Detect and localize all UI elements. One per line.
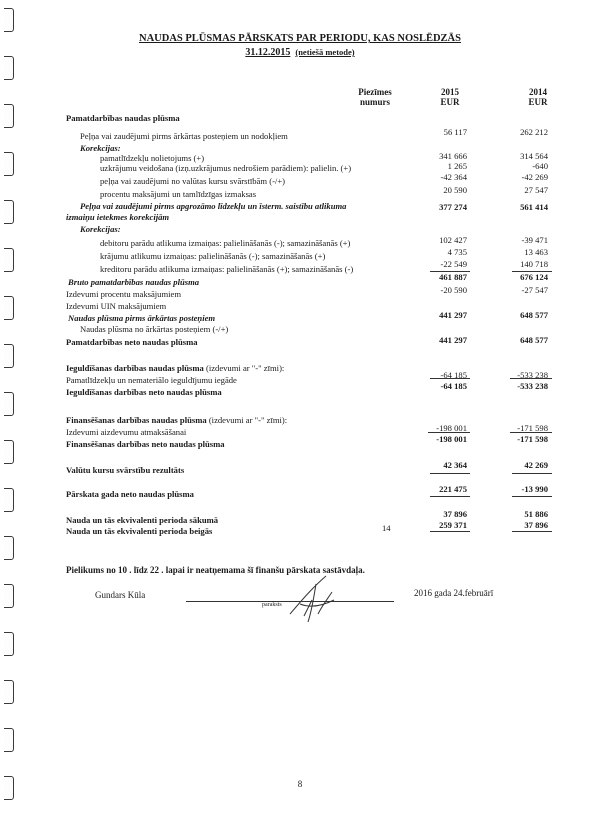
report-method: (netiešā metode) [295,47,355,57]
row-label: Naudas plūsma no ārkārtas posteņiem (-/+) [80,324,229,334]
value-2015: 341 666 [439,151,467,161]
row-label: pamatlīdzekļu nolietojums (+) [100,153,205,163]
binder-hole [4,248,14,272]
row-label: Ieguldīšanas darbības neto naudas plūsma [66,387,222,397]
value-2015: 259 371 [439,520,467,530]
total-rule-2015 [430,473,470,474]
value-2014: -27 547 [521,285,548,295]
section-financing-heading [66,415,287,425]
value-2014: 648 577 [520,310,548,320]
value-2015: 37 896 [443,509,467,519]
binder-hole [4,296,14,320]
row-label: Finansēšanas darbības neto naudas plūsma [66,439,225,449]
total-rule-2015 [430,531,470,532]
report-title: NAUDAS PLŪSMAS PĀRSKATS PAR PERIODU, KAS NOSLĒDZĀS [139,33,461,44]
row-label: Pamatdarbības neto naudas plūsma [66,337,198,347]
binder-holes [0,0,20,825]
value-2015: 441 297 [439,335,467,345]
subtotal-rule-2014 [510,378,552,379]
value-2014: 314 564 [520,151,548,161]
value-2014: -640 [532,161,548,171]
row-label: Izdevumi procentu maksājumiem [66,289,182,299]
report-date: 31.12.2015 [245,47,291,58]
value-2015: 1 265 [447,161,467,171]
value-2014: 648 577 [520,335,548,345]
value-2015: -198 001 [436,423,467,433]
handwritten-signature [282,570,342,630]
row-label: uzkrājumu veidošana (izņ.uzkrājumus nedrošiem parādiem): palielin. (+) [100,163,352,173]
row-label: kreditoru parādu atlikuma izmaiņas: palielināšanās (+); samazināšanās (-) [100,264,354,274]
total-rule-2014 [512,531,552,532]
notes-header-line1: Piezīmes [358,87,392,97]
value-2014: 676 124 [520,272,548,282]
section-investing-suffix: (izdevumi ar "-" zīmi): [203,363,285,373]
total-rule-2014 [512,473,552,474]
section-operating-heading: Pamatdarbības naudas plūsma [66,113,180,123]
value-2014: -171 598 [517,434,548,444]
value-2015: 20 590 [443,185,467,195]
total-rule-2014 [512,496,552,497]
binder-hole [4,104,14,128]
row-label: Pamatlīdzekļu un nemateriālo ieguldījumu iegāde [66,375,237,385]
row-label: Nauda un tās ekvivalenti perioda sākumā [66,515,219,525]
row-label: Peļņa vai zaudējumi pirms apgrozāmo līdzekļu un īsterm. saistību atlikuma [80,201,347,211]
binder-hole [4,8,14,32]
value-2015: 102 427 [439,235,467,245]
signature-date: 2016 gada 24.februārī [414,588,494,598]
binder-hole [4,440,14,464]
section-financing-suffix: (izdevumi ar "-" zīmi): [206,415,288,425]
row-label: Naudas plūsma pirms ārkārtas posteņiem [68,313,216,323]
binder-hole [4,344,14,368]
section-investing-title: Ieguldīšanas darbības naudas plūsma [66,363,204,373]
section-financing-title: Finansēšanas darbības naudas plūsma [66,415,207,425]
value-2014: 51 886 [524,509,548,519]
binder-hole [4,488,14,512]
binder-hole [4,200,14,224]
value-2014: 561 414 [520,202,548,212]
binder-hole [4,632,14,656]
page-number: 8 [297,779,303,789]
value-2014: -13 990 [521,484,548,494]
year-2014-header [518,87,558,107]
subtotal-rule-2015 [430,378,470,379]
notes-header [340,87,410,107]
notes-header-line2: numurs [359,97,390,107]
year-2014-label: 2014 [529,87,547,97]
value-2015: -198 001 [436,434,467,444]
value-2014: 37 896 [524,520,548,530]
appendix-note: Pielikums no 10 . līdz 22 . lapai ir neatņemama šī finanšu pārskata sastāvdaļa. [66,565,365,575]
row-label: Valūtu kursu svārstību rezultāts [66,465,185,475]
corrections-heading: Korekcijas: [80,143,121,153]
value-2015: 441 297 [439,310,467,320]
row-label: Pārskata gada neto naudas plūsma [66,489,194,499]
binder-hole [4,536,14,560]
value-2014: -533 238 [517,370,548,380]
value-2015: -64 185 [440,370,467,380]
row-label: Bruto pamatdarbības naudas plūsma [68,277,200,287]
currency-2015: EUR [440,97,460,107]
value-2014: 140 718 [520,259,548,269]
value-2014: 27 547 [524,185,548,195]
value-2015: 4 735 [447,247,467,257]
binder-hole [4,680,14,704]
currency-2014: EUR [528,97,548,107]
value-2015: 461 887 [439,272,467,282]
value-2015: 377 274 [439,202,467,212]
section-investing-heading [66,363,284,373]
signature-caption: paraksts [262,602,282,608]
value-2014: 42 269 [524,460,548,470]
year-2015-label: 2015 [441,87,459,97]
row-label: peļņa vai zaudējumi no valūtas kursu svārstībām (-/+) [100,176,286,186]
row-label: Izdevumi aizdevumu atmaksāšanai [66,427,187,437]
binder-hole [4,584,14,608]
binder-hole [4,56,14,80]
row-label: procentu maksājumi un tamlīdzīgas izmaksas [100,189,257,199]
subtotal-rule-2015 [428,432,470,433]
report-date-line [0,47,600,58]
value-2015: 56 117 [443,127,467,137]
corrections-heading: Korekcijas: [80,224,121,234]
value-2015: -20 590 [440,285,467,295]
row-label: Nauda un tās ekvivalenti perioda beigās [66,526,213,536]
value-2014: 13 463 [524,247,548,257]
value-2015: -64 185 [440,381,467,391]
value-2014: 262 212 [520,127,548,137]
row-label: Izdevumi UIN maksājumiem [66,301,167,311]
value-2014: -171 598 [517,423,548,433]
row-label: izmaiņu ietekmes korekcijām [66,212,170,222]
subtotal-rule-2014 [510,432,552,433]
binder-hole [4,152,14,176]
value-2014: -42 269 [521,172,548,182]
total-rule-2015 [430,496,470,497]
value-2015: -42 364 [440,172,467,182]
signer-name: Gundars Kūla [95,590,146,600]
row-label: Peļņa vai zaudējumi pirms ārkārtas posteņiem un nodokļiem [80,131,288,141]
note-number: 14 [382,523,391,533]
row-label: krājumu atlikumu izmaiņas: palielināšanās (-); samazināšanās (+) [100,251,326,261]
value-2014: -39 471 [521,235,548,245]
value-2014: -533 238 [517,381,548,391]
value-2015: 221 475 [439,484,467,494]
binder-hole [4,392,14,416]
value-2015: -22 549 [440,259,467,269]
year-2015-header [430,87,470,107]
binder-hole [4,728,14,752]
value-2015: 42 364 [443,460,467,470]
row-label: debitoru parādu atlikuma izmaiņas: palielināšanās (-); samazināšanās (+) [100,238,351,248]
